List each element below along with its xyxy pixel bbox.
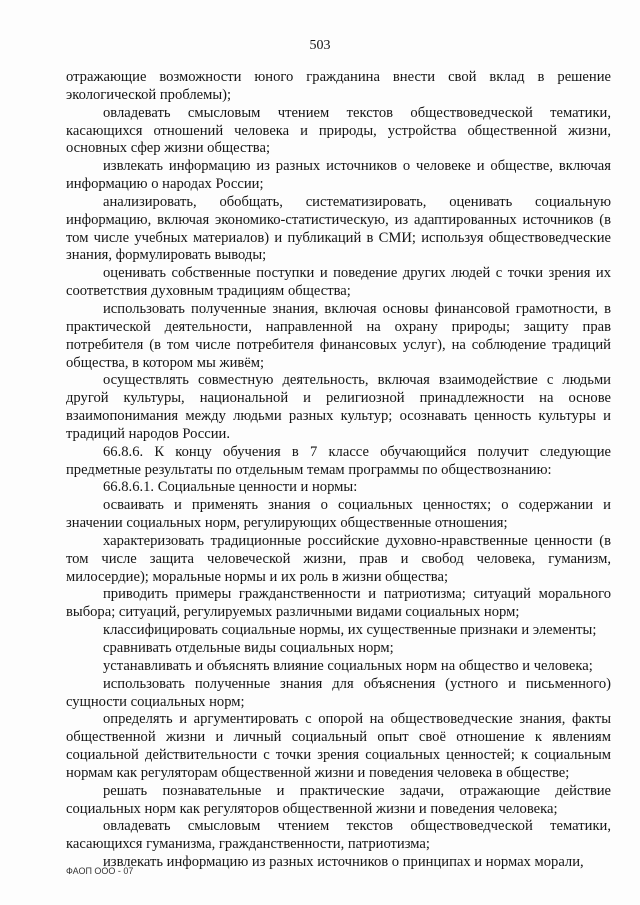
- body-text: [66, 69, 611, 872]
- paragraph: приводить примеры гражданственности и патриотизма; ситуаций морального выбора; ситуаций, регулируемых различными видами социальных норм;: [66, 586, 611, 621]
- paragraph: использовать полученные знания, включая основы финансовой грамотности, в практической деятельности, направленной на охрану природы; защиту прав потребителя (в том числе потребителя финансовых услуг), на соблюдение традиций общества, в котором мы живём;: [66, 300, 611, 371]
- paragraph: решать познавательные и практические задачи, отражающие действие социальных норм как регуляторов общественной жизни и поведения человека;: [66, 782, 611, 817]
- paragraph: извлекать информацию из разных источников о принципах и нормах морали,: [103, 854, 584, 871]
- paragraph: устанавливать и объяснять влияние социальных норм на общество и человека;: [103, 657, 593, 674]
- paragraph: оценивать собственные поступки и поведение других людей с точки зрения их соответствия духовным традициям общества;: [66, 265, 611, 300]
- paragraph: анализировать, обобщать, систематизировать, оценивать социальную информацию, включая экономико-статистическую, из адаптированных источников (в том числе учебных материалов) и публикаций в СМИ; используя обществоведческие знания, формулировать выводы;: [66, 193, 611, 264]
- paragraph: осуществлять совместную деятельность, включая взаимодействие с людьми другой культуры, национальной и религиозной принадлежности на основе взаимопонимания между людьми разных культур; осознавать ценность культуры и традиций народов России.: [66, 372, 611, 442]
- paragraph: извлекать информацию из разных источников о человеке и обществе, включая информацию о народах России;: [66, 158, 611, 193]
- paragraph: овладевать смысловым чтением текстов обществоведческой тематики, касающихся гуманизма, гражданственности, патриотизма;: [66, 818, 611, 853]
- section-paragraph: 66.8.6. К концу обучения в 7 классе обучающийся получит следующие предметные результаты по отдельным темам программы по обществознанию:: [66, 443, 611, 478]
- paragraph: определять и аргументировать с опорой на обществоведческие знания, факты общественной жизни и личный социальный опыт своё отношение к явлениям социальной действительности с точки зрения социальных ценностей; к социальным нормам как регуляторам общественной жизни и поведения человека в обществе;: [66, 711, 611, 781]
- subsection-heading: 66.8.6.1. Социальные ценности и нормы:: [103, 479, 358, 496]
- paragraph: классифицировать социальные нормы, их существенные признаки и элементы;: [103, 622, 597, 639]
- paragraph: осваивать и применять знания о социальных ценностях; о содержании и значении социальных норм, регулирующих общественные отношения;: [66, 497, 611, 532]
- page-number: 503: [309, 38, 331, 53]
- paragraph: сравнивать отдельные виды социальных норм;: [103, 640, 394, 656]
- paragraph: характеризовать традиционные российские духовно-нравственные ценности (в том числе защита человеческой жизни, прав и свобод человека, гуманизм, милосердие); моральные нормы и их роль в жизни общества;: [66, 532, 611, 585]
- paragraph: использовать полученные знания для объяснения (устного и письменного) сущности социальных норм;: [66, 675, 611, 710]
- paragraph: овладевать смысловым чтением текстов обществоведческой тематики, касающихся отношений человека и природы, устройства общественной жизни, основных сфер жизни общества;: [66, 104, 611, 157]
- footer-label: ФАОП ООО - 07: [66, 866, 134, 876]
- paragraph: отражающие возможности юного гражданина внести свой вклад в решение экологической проблемы);: [66, 69, 611, 103]
